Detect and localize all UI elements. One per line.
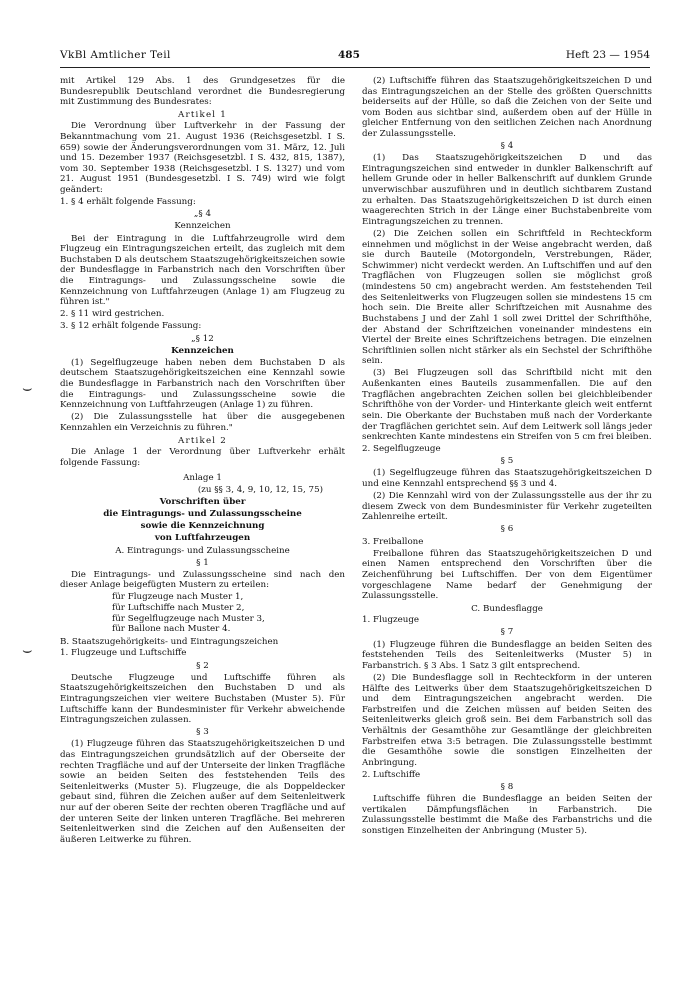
section-4-subtitle: Kennzeichen <box>174 221 231 232</box>
section-5-para-1: (1) Segelflugzeuge führen das Staatszugehörigkeitszeichen D und eine Kennzahl entsprechend §§ 3 und 4. <box>362 468 652 490</box>
article-2-title: Artikel 2 <box>178 435 227 446</box>
section-4-para-3: (3) Bei Flugzeugen soll das Schriftbild nicht mit den Außenkanten eines Bauteils zusammenfallen. Die auf den Tragflächen angebrachten Zeichen sollen bei gleichbleibender Schrifthöhe von der Vorder- und Hinterkante gleich weit entfernt sein. Die Oberkante der Buchstaben muß nach der Vorderkante der Tragflächen gerichtet sein. Auf dem Leitwerk soll längs jeder senkrechten Kante mindestens ein Streifen von 5 cm frei bleiben. <box>362 368 652 443</box>
section-4-para-2: (2) Die Zeichen sollen ein Schriftfeld in Rechteckform einnehmen und möglichst in der Weise angebracht werden, daß sie durch Bauteile (Motorgondeln, Verstrebungen, Räder, Schwimmer) nicht verdeckt werden. An Luftschiffen und auf den Tragflächen von Flugzeugen sollen sie möglichst groß (mindestens 50 cm) angebracht werden. Am feststehenden Teil des Seitenleitwerks von Flugzeugen sollen sie mindestens 15 cm hoch sein. Die Breite aller Schriftzeichen mit Ausnahme des Buchstabens J und der Zahl 1 soll zwei Drittel der Schrifthöhe, der Abstand der Schriftzeichen voneinander mindestens ein Viertel der Breite eines Schriftzeichens betragen. Die einzelnen Schriftlinien sollen nicht stärker als ein Sechstel der Schrifthöhe sein. <box>362 229 652 367</box>
section-12-subtitle: Kennzeichen <box>171 345 234 356</box>
anlage-reference: (zu §§ 3, 4, 9, 10, 12, 15, 75) <box>197 484 323 495</box>
intro-paragraph: mit Artikel 129 Abs. 1 des Grundgesetzes für die Bundesrepublik Deutschland verordnet die Bundesregierung mit Zustimmung des Bundesrates: <box>60 76 345 108</box>
section-a-heading: A. Eintragungs- und Zulassungsscheine <box>115 545 290 556</box>
section-4-title: § 4 <box>500 141 514 152</box>
left-column <box>60 76 345 847</box>
section-2-text: Deutsche Flugzeuge und Luftschiffe führen als Staatszugehörigkeitszeichen den Buchstaben D und als Eintragungszeichen vier weitere Buchstaben (Muster 5). Für Luftschiffe kann der Bundesminister für Verkehr abweichende Eintragungszeichen zulassen. <box>60 672 345 726</box>
gliders-heading: 2. Segelflugzeuge <box>362 444 441 455</box>
article-1-title: Artikel 1 <box>178 109 227 120</box>
page-number: 485 <box>338 49 360 61</box>
article-1-text: Die Verordnung über Luftverkehr in der Fassung der Bekanntmachung vom 21. August 1936 (Reichsgesetzbl. I S. 659) sowie der Änderungsverordnungen vom 31. März, 12. Juli und 15. Dezember 1937 (Reichsgesetzbl. I S. 432, 815, 1387), vom 30. September 1938 (Reichsgesetzbl. I S. 1327) und vom 21. August 1951 (Bundesgesetzbl. I S. 749) wird wie folgt geändert: <box>60 121 345 196</box>
section-1-title: § 1 <box>196 557 209 568</box>
section-4-para-1: (1) Das Staatszugehörigkeitszeichen D und das Eintragungszeichen sind entweder in dunkler Balkenschrift auf hellem Grunde oder in heller Balkenschrift auf dunklem Grunde unverwischbar auszuführen und in deutlich sichtbarem Zustand zu erhalten. Das Staatszugehörigkeitszeichen D ist durch einen waagerechten Strich in der Länge einer Buchstabenbreite vom Eintragungszeichen zu trennen. <box>362 153 652 227</box>
section-5-para-2: (2) Die Kennzahl wird von der Zulassungsstelle aus der ihr zu diesem Zweck von dem Bundesminister für Verkehr zugeteilten Zahlenreihe erteilt. <box>362 491 652 523</box>
section-1-text: Die Eintragungs- und Zulassungsscheine sind nach den dieser Anlage beigefügten Mustern zu erteilen: <box>60 569 345 591</box>
regulations-heading-1: Vorschriften über <box>159 497 246 508</box>
section-c-subheading-1: 1. Flugzeuge <box>362 615 420 626</box>
section-4-text: Bei der Eintragung in die Luftfahrzeugrolle wird dem Flugzeug ein Eintragungszeichen erteilt, das zugleich mit dem Buchstaben D als deutschem Staatszugehörigkeitszeichen sowie der Bundesflagge in Farbanstrich nach den Vorschriften über die Eintragungs- und Zulassungsscheine sowie die Kennzeichnung von Luftfahrzeugen (Anlage 1) am Flugzeug zu führen ist." <box>60 233 345 308</box>
section-5-title: § 5 <box>500 456 514 467</box>
margin-mark: ⌣ <box>22 640 33 659</box>
section-2-title: § 2 <box>196 660 209 671</box>
section-c-subheading-2: 2. Luftschiffe <box>362 769 421 780</box>
section-12-para-2: (2) Die Zulassungsstelle hat über die ausgegebenen Kennzahlen ein Verzeichnis zu führen." <box>60 412 345 433</box>
section-c-heading: C. Bundesflagge <box>471 603 543 614</box>
section-4-title: „§ 4 <box>193 209 212 220</box>
section-8-text: Luftschiffe führen die Bundesflagge an beiden Seiten der vertikalen Dämpfungsflächen in Farbanstrich. Die Zulassungsstelle bestimmt die Maße des Farbanstrichs und die sonstigen Einzelheiten der Anbringung (Muster 5). <box>362 794 652 836</box>
section-6-title: § 6 <box>500 524 514 535</box>
list-item: für Luftschiffe nach Muster 2, <box>112 603 245 614</box>
section-b-heading: B. Staatszugehörigkeits- und Eintragungszeichen <box>60 636 279 647</box>
anlage-title: Anlage 1 <box>183 473 222 484</box>
header-rule <box>60 67 650 68</box>
section-b-subheading: 1. Flugzeuge und Luftschiffe <box>60 648 187 659</box>
right-column <box>362 76 652 838</box>
section-7-para-2: (2) Die Bundesflagge soll in Rechteckform in der unteren Hälfte des Leitwerks über dem Staatszugehörigkeitszeichen D und dem Eintragungszeichen angebracht werden. Die Farbstreifen und die Zeichen müssen auf beiden Seiten des Seitenleitwerks gleich groß sein. Bei dem Farbanstrich soll das Verhältnis der Gesamthöhe zur Gesamtlänge der gleichbreiten Farbstreifen etwa 3:5 betragen. Die Zulassungsstelle bestimmt die Gesamthöhe sowie die sonstigen Einzelheiten der Anbringung. <box>362 672 652 768</box>
margin-mark: ⌣ <box>22 378 33 397</box>
change-item-3: 3. § 12 erhält folgende Fassung: <box>60 321 202 332</box>
section-12-title: „§ 12 <box>191 333 214 344</box>
regulations-heading-3: sowie die Kennzeichnung <box>140 521 265 532</box>
change-item-1: 1. § 4 erhält folgende Fassung: <box>60 197 196 208</box>
list-item: für Segelflugzeuge nach Muster 3, <box>112 613 265 624</box>
list-item: für Ballone nach Muster 4. <box>112 624 231 635</box>
muster-list <box>60 592 345 634</box>
regulations-heading-2: die Eintragungs- und Zulassungsscheine <box>103 509 302 520</box>
page-header <box>60 49 650 65</box>
article-2-text: Die Anlage 1 der Verordnung über Luftverkehr erhält folgende Fassung: <box>60 447 345 468</box>
regulations-heading-4: von Luftfahrzeugen <box>154 533 251 544</box>
header-journal: VkBl Amtlicher Teil <box>60 49 171 61</box>
section-7-title: § 7 <box>500 627 514 638</box>
section-8-title: § 8 <box>500 782 514 792</box>
header-issue: Heft 23 — 1954 <box>565 49 650 61</box>
section-3-title: § 3 <box>196 727 209 738</box>
section-6-text: Freiballone führen das Staatszugehörigkeitszeichen D und einen Namen entsprechend den Vorschriften über die Zeichenführung bei Luftschiffen. Der von dem Eigentümer vorgeschlagene Name bedarf der Genehmigung der Zulassungsstelle. <box>362 548 652 602</box>
section-3-text: (1) Flugzeuge führen das Staatszugehörigkeitszeichen D und das Eintragungszeichen grundsätzlich auf der Oberseite der rechten Tragfläche und auf der Unterseite der linken Tragfläche sowie an beiden Seiten des feststehenden Teils des Seitenleitwerks (Muster 5). Flugzeuge, die als Doppeldecker gebaut sind, führen die Zeichen außer auf dem Seitenleitwerk nur auf der oberen Seite der rechten oberen Tragfläche und auf der unteren Seite der linken unteren Tragfläche. Bei mehreren Seitenleitwerken sind die Zeichen auf den Außenseiten der äußeren Leitwerke zu führen. <box>60 739 345 845</box>
list-item: für Flugzeuge nach Muster 1, <box>112 592 244 603</box>
section-7-para-1: (1) Flugzeuge führen die Bundesflagge an beiden Seiten des feststehenden Teils des Seitenleitwerks (Muster 5) in Farbanstrich. § 3 Abs. 1 Satz 3 gilt entsprechend. <box>362 639 652 671</box>
section-3-para-2: (2) Luftschiffe führen das Staatszugehörigkeitszeichen D und das Eintragungszeichen an der Stelle des größten Querschnitts beiderseits auf der Hülle, so daß die Zeichen von der Seite und vom Boden aus sichtbar sind, außerdem oben auf der Hülle in gleicher Entfernung von den seitlichen Zeichen nach Anordnung der Zulassungsstelle. <box>362 76 652 140</box>
balloons-heading: 3. Freiballone <box>362 536 424 547</box>
change-item-2: 2. § 11 wird gestrichen. <box>60 309 165 320</box>
section-12-para-1: (1) Segelflugzeuge haben neben dem Buchstaben D als deutschem Staatszugehörigkeitszeichen eine Kennzahl sowie die Bundesflagge in Farbanstrich nach den Vorschriften über die Eintragungs- und Zulassungsscheine sowie die Kennzeichnung von Luftfahrzeugen (Anlage 1) zu führen. <box>60 357 345 411</box>
